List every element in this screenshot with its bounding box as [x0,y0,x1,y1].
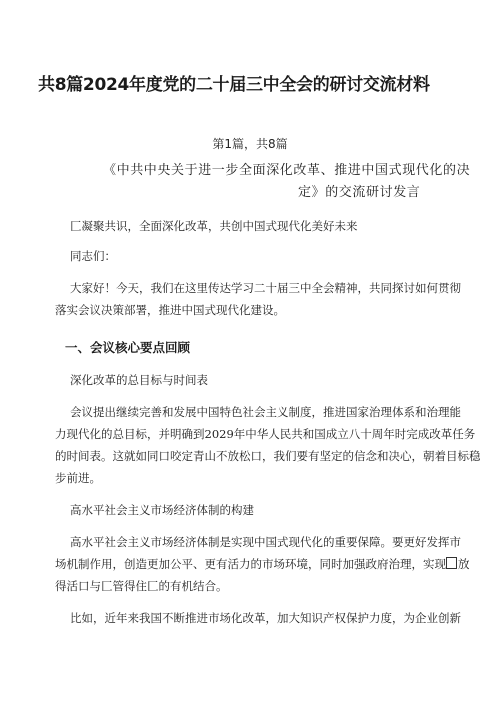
paragraph-line: 会议提出继续完善和发展中国特色社会主义制度，推进国家治理体系和治理能 [70,405,461,419]
paragraph-line: 力现代化的总目标，并明确到2029年中华人民共和国成立八十周年时完成改革任务 [55,427,476,441]
subtitle-line-2: 定》的交流研讨发言 [298,185,421,200]
paragraph-line: 的时间表。这就如同口咬定青山不放松口，我们要有坚定的信念和决心，朝着目标稳 [55,449,481,463]
intro-line-1: 大家好！今天，我们在这里传达学习二十届三中全会精神，共同探讨如何贯彻 [70,281,461,295]
paragraph-text: 场机制作用，创造更加公平、更有活力的市场环境，同时加强政府治理，实现 [55,557,446,571]
chapter-indicator: 第1篇，共8篇 [212,137,288,151]
paragraph-line: 步前进。 [55,471,101,485]
subsection-heading-2: 高水平社会主义市场经济体制的构建 [70,503,254,517]
paragraph-text: 放 [458,557,470,571]
theme-line: 匚凝聚共识，全面深化改革，共创中国式现代化美好未来 [70,219,358,233]
paragraph-line: 比如，近年来我国不断推进市场化改革，加大知识产权保护力度，为企业创新 [70,611,461,625]
paragraph-line: 得活口与匚管得住匚的有机结合。 [55,579,228,593]
intro-line-2: 落实会议决策部署，推进中国式现代化建设。 [55,303,285,317]
subtitle-line-1: 《中共中央关于进一步全面深化改革、推进中国式现代化的决 [103,163,471,178]
section-heading-1: 一、会议核心要点回顾 [65,340,191,355]
greeting: 同志们： [70,249,116,263]
missing-glyph-box [446,557,457,569]
subsection-heading-1: 深化改革的总目标与时间表 [70,373,208,387]
document-title: 共8篇2024年度党的二十届三中全会的研讨交流材料 [38,75,430,95]
paragraph-line [55,554,470,575]
paragraph-line: 高水平社会主义市场经济体制是实现中国式现代化的重要保障。要更好发挥市 [70,535,461,549]
